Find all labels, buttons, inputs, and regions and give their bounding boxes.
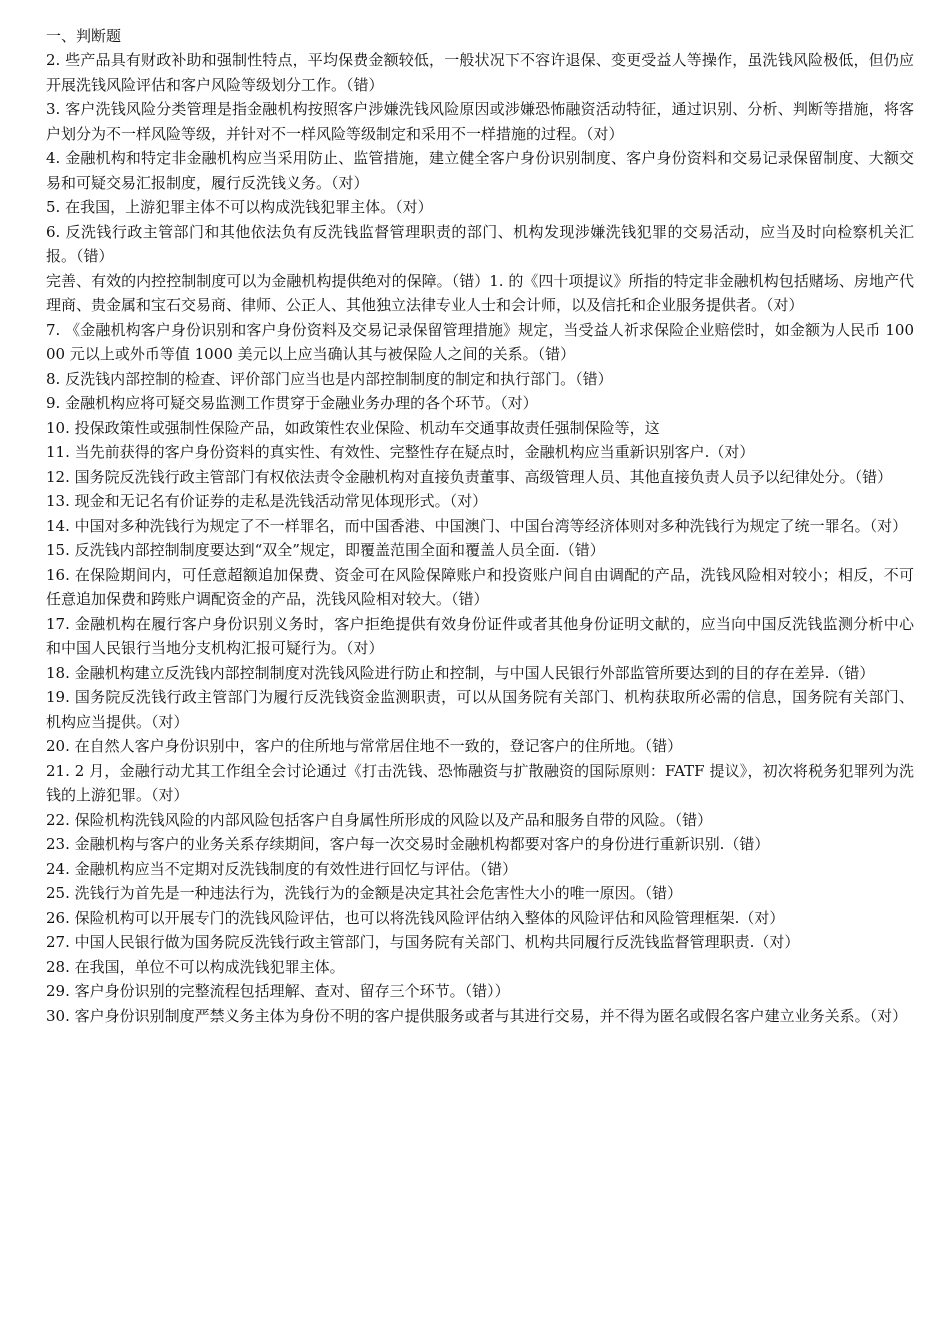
question-item: 25. 洗钱行为首先是一种违法行为，洗钱行为的金额是决定其社会危害性大小的唯一原因。（错） <box>46 884 683 902</box>
question-item: 13. 现金和无记名有价证券的走私是洗钱活动常见体现形式。（对） <box>46 492 488 510</box>
question-item: 3. 客户洗钱风险分类管理是指金融机构按照客户涉嫌洗钱风险原因或涉嫌恐怖融资活动特征，通过识别、分析、判断等措施，将客户划分为不一样风险等级，并针对不一样风险等级制定和采用不一样措施的过程。（对） <box>46 100 914 143</box>
question-item: 17. 金融机构在履行客户身份识别义务时，客户拒绝提供有效身份证件或者其他身份证明文献的，应当向中国反洗钱监测分析中心和中国人民银行当地分支机构汇报可疑行为。（对） <box>46 614 914 657</box>
question-item: 23. 金融机构与客户的业务关系存续期间，客户每一次交易时金融机构都要对客户的身份进行重新识别.（错） <box>46 835 770 853</box>
question-item: 16. 在保险期间内，可任意超额追加保费、资金可在风险保障账户和投资账户间自由调配的产品，洗钱风险相对较小；相反，不可任意追加保费和跨账户调配资金的产品，洗钱风险相对较大。（错） <box>46 565 914 608</box>
question-item: 完善、有效的内控控制制度可以为金融机构提供绝对的保障。（错）1. 的《四十项提议》所指的特定非金融机构包括赌场、房地产代理商、贵金属和宝石交易商、律师、公正人、其他独立法律专业人士和会计师，以及信托和企业服务提供者。（对） <box>46 271 914 314</box>
question-item: 30. 客户身份识别制度严禁义务主体为身份不明的客户提供服务或者与其进行交易，并不得为匿名或假名客户建立业务关系。（对） <box>46 1006 908 1025</box>
document-page <box>46 24 914 1028</box>
question-item: 4. 金融机构和特定非金融机构应当采用防止、监管措施，建立健全客户身份识别制度、客户身份资料和交易记录保留制度、大额交易和可疑交易汇报制度，履行反洗钱义务。（对） <box>46 149 914 192</box>
question-item: 14. 中国对多种洗钱行为规定了不一样罪名，而中国香港、中国澳门、中国台湾等经济体则对多种洗钱行为规定了统一罪名。（对） <box>46 516 908 535</box>
question-item: 24. 金融机构应当不定期对反洗钱制度的有效性进行回忆与评估。（错） <box>46 859 518 878</box>
question-item: 12. 国务院反洗钱行政主管部门有权依法责令金融机构对直接负责董事、高级管理人员、其他直接负责人员予以纪律处分。（错） <box>46 467 893 486</box>
question-item: 27. 中国人民银行做为国务院反洗钱行政主管部门，与国务院有关部门、机构共同履行反洗钱监督管理职责.（对） <box>46 933 800 951</box>
question-item: 8. 反洗钱内部控制的检查、评价部门应当也是内部控制制度的制定和执行部门。（错） <box>46 369 613 388</box>
question-item: 19. 国务院反洗钱行政主管部门为履行反洗钱资金监测职责，可以从国务院有关部门、机构获取所必需的信息，国务院有关部门、机构应当提供。（对） <box>46 688 914 731</box>
question-item: 7. 《金融机构客户身份识别和客户身份资料及交易记录保留管理措施》规定，当受益人祈求保险企业赔偿时，如金额为人民币 10000 元以上或外币等值 1000 美元以上应当确认其与被保险人之间的关系。（错） <box>46 320 914 363</box>
question-item: 20. 在自然人客户身份识别中，客户的住所地与常常居住地不一致的，登记客户的住所地。（错） <box>46 737 683 755</box>
question-item: 28. 在我国，单位不可以构成洗钱犯罪主体。 <box>46 957 345 976</box>
question-item: 5. 在我国，上游犯罪主体不可以构成洗钱犯罪主体。（对） <box>46 198 433 216</box>
question-item: 15. 反洗钱内部控制制度要达到“双全”规定，即覆盖范围全面和覆盖人员全面.（错） <box>46 541 605 559</box>
question-item: 2. 些产品具有财政补助和强制性特点，平均保费金额较低，一般状况下不容许退保、变更受益人等操作，虽洗钱风险极低，但仍应开展洗钱风险评估和客户风险等级划分工作。（错） <box>46 51 914 94</box>
question-item: 29. 客户身份识别的完整流程包括理解、查对、留存三个环节。（错）） <box>46 982 510 1000</box>
question-item: 22. 保险机构洗钱风险的内部风险包括客户自身属性所形成的风险以及产品和服务自带的风险。（错） <box>46 810 713 829</box>
question-item: 9. 金融机构应将可疑交易监测工作贯穿于金融业务办理的各个环节。（对） <box>46 394 538 412</box>
question-item: 10. 投保政策性或强制性保险产品，如政策性农业保险、机动车交通事故责任强制保险等，这 <box>46 418 660 437</box>
question-item: 26. 保险机构可以开展专门的洗钱风险评估，也可以将洗钱风险评估纳入整体的风险评估和风险管理框架.（对） <box>46 908 785 927</box>
question-item: 6. 反洗钱行政主管部门和其他依法负有反洗钱监督管理职责的部门、机构发现涉嫌洗钱犯罪的交易活动，应当及时向检察机关汇报。（错） <box>46 222 914 265</box>
question-item: 18. 金融机构建立反洗钱内部控制制度对洗钱风险进行防止和控制，与中国人民银行外部监管所要达到的目的存在差异.（错） <box>46 663 875 682</box>
question-list <box>46 48 914 1028</box>
question-item: 11. 当先前获得的客户身份资料的真实性、有效性、完整性存在疑点时，金融机构应当重新识别客户.（对） <box>46 443 755 461</box>
section-title: 一、判断题 <box>46 27 122 45</box>
question-item: 21. 2 月，金融行动尤其工作组全会讨论通过《打击洗钱、恐怖融资与扩散融资的国际原则：FATF 提议》，初次将税务犯罪列为洗钱的上游犯罪。（对） <box>46 761 914 804</box>
